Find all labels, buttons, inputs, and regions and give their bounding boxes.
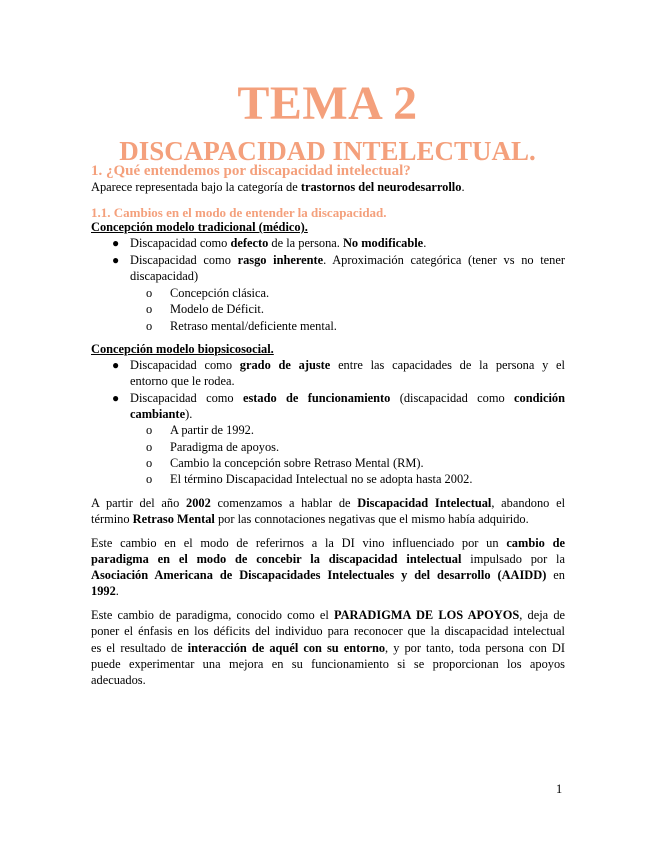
paragraph-line bbox=[91, 495, 565, 512]
bold-text: Discapacidad Intelectual bbox=[357, 496, 492, 510]
paragraph-line bbox=[91, 567, 565, 584]
paragraph-line bbox=[91, 535, 565, 552]
item-bold: grado de ajuste bbox=[239, 358, 331, 372]
intro-bold: trastornos del neurodesarrollo bbox=[300, 180, 462, 194]
list-item-continuation: entorno que le rodea. bbox=[130, 374, 235, 388]
subsection-heading: 1.1. Cambios en el modo de entender la discapacidad. bbox=[91, 205, 387, 220]
paragraph-line: puede experimentar una mejora en su funcionamiento si se proporcionan los apoyos bbox=[91, 657, 565, 671]
paragraph-line: adecuados. bbox=[91, 673, 146, 687]
item-bold: condición bbox=[514, 391, 565, 405]
bold-text: cambio de bbox=[506, 536, 565, 550]
text: por las connotaciones negativas que el mismo había adquirido. bbox=[214, 512, 529, 526]
item-text: entre las capacidades de la persona y el bbox=[330, 358, 565, 372]
list-item bbox=[130, 357, 565, 374]
list-item-continuation bbox=[130, 406, 192, 423]
intro-paragraph bbox=[91, 179, 465, 196]
paragraph-line bbox=[91, 583, 119, 600]
page-subtitle: DISCAPACIDAD INTELECTUAL. bbox=[119, 136, 536, 166]
traditional-heading: Concepción modelo tradicional (médico). bbox=[91, 220, 308, 234]
page-title: TEMA 2 bbox=[237, 77, 418, 130]
sub-list-item: El término Discapacidad Intelectual no se adopta hasta 2002. bbox=[170, 472, 473, 486]
bullet-icon: ● bbox=[112, 253, 120, 267]
paragraph-line: poner el énfasis en los déficits del individuo para reconocer que la discapacidad intelectual bbox=[91, 624, 565, 638]
item-bold: No modificable bbox=[342, 236, 424, 250]
text: A partir del año bbox=[91, 496, 187, 510]
text: en bbox=[546, 568, 565, 582]
intro-text: Aparece representada bajo la categoría de bbox=[91, 180, 301, 194]
item-bold: estado de funcionamiento bbox=[242, 391, 391, 405]
text: impulsado por la bbox=[461, 552, 565, 566]
text: , deja de bbox=[519, 608, 566, 622]
list-item bbox=[130, 252, 565, 269]
item-text: de la persona. bbox=[268, 236, 343, 250]
subbullet-icon: o bbox=[146, 302, 153, 316]
text: Este cambio en el modo de referirnos a la DI vino influenciado por un bbox=[91, 536, 507, 550]
bullet-icon: ● bbox=[112, 358, 120, 372]
item-bold: defecto bbox=[230, 236, 269, 250]
item-text: Discapacidad como bbox=[130, 358, 240, 372]
subbullet-icon: o bbox=[146, 472, 153, 486]
bold-text: 1992 bbox=[91, 584, 116, 598]
list-item bbox=[130, 390, 565, 407]
item-text: . Aproximación categórica (tener vs no tener bbox=[323, 253, 565, 267]
list-item-continuation: discapacidad) bbox=[130, 269, 199, 283]
text: es el resultado de bbox=[91, 641, 188, 655]
text: Este cambio de paradigma, conocido como el bbox=[91, 608, 334, 622]
bold-text: paradigma en el modo de concebir la discapacidad intelectual bbox=[91, 552, 462, 566]
bullet-icon: ● bbox=[112, 391, 120, 405]
section-heading: 1. ¿Qué entendemos por discapacidad intelectual? bbox=[91, 163, 411, 179]
subbullet-icon: o bbox=[146, 423, 153, 437]
item-text: ). bbox=[185, 407, 193, 421]
bold-text: 2002 bbox=[186, 496, 211, 510]
bold-text: Retraso Mental bbox=[132, 512, 215, 526]
sub-list-item: Modelo de Déficit. bbox=[170, 302, 264, 316]
item-text: Discapacidad como bbox=[130, 236, 231, 250]
paragraph-line bbox=[91, 511, 529, 528]
item-bold: rasgo inherente bbox=[237, 253, 324, 267]
item-bold: cambiante bbox=[130, 407, 186, 421]
subbullet-icon: o bbox=[146, 319, 153, 333]
subbullet-icon: o bbox=[146, 440, 153, 454]
sub-list-item: Paradigma de apoyos. bbox=[170, 440, 280, 454]
item-text: Discapacidad como bbox=[130, 253, 238, 267]
sub-list-item: Retraso mental/deficiente mental. bbox=[170, 319, 337, 333]
paragraph-line bbox=[91, 640, 565, 657]
bullet-icon: ● bbox=[112, 236, 120, 250]
subbullet-icon: o bbox=[146, 286, 153, 300]
paragraph-line bbox=[91, 551, 565, 568]
text: comenzamos a hablar de bbox=[210, 496, 358, 510]
list-item bbox=[130, 235, 565, 252]
bold-text: Asociación Americana de Discapacidades Intelectuales y del desarrollo (AAIDD) bbox=[91, 568, 547, 582]
sub-list-item: A partir de 1992. bbox=[170, 423, 254, 437]
paragraph-line bbox=[91, 607, 565, 624]
sub-list-item: Cambio la concepción sobre Retraso Mental (RM). bbox=[170, 456, 424, 470]
intro-end: . bbox=[461, 180, 465, 194]
text: término bbox=[91, 512, 133, 526]
sub-list-item: Concepción clásica. bbox=[170, 286, 270, 300]
text: , abandono el bbox=[491, 496, 566, 510]
bold-text: interacción de aquél con su entorno bbox=[187, 641, 386, 655]
item-text: Discapacidad como bbox=[130, 391, 243, 405]
page-number: 1 bbox=[556, 782, 563, 796]
text: . bbox=[115, 584, 119, 598]
item-text: . bbox=[423, 236, 427, 250]
subbullet-icon: o bbox=[146, 456, 153, 470]
bold-text: PARADIGMA DE LOS APOYOS bbox=[333, 608, 520, 622]
item-text: (discapacidad como bbox=[390, 391, 515, 405]
biopsychosocial-heading: Concepción modelo biopsicosocial. bbox=[91, 342, 274, 356]
text: , y por tanto, toda persona con DI bbox=[385, 641, 565, 655]
